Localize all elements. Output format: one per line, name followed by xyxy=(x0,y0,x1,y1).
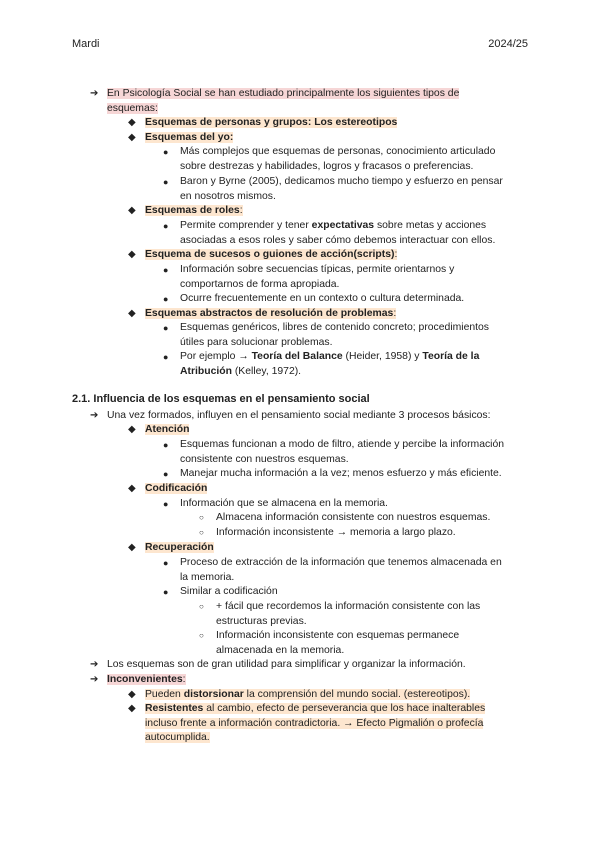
dot-icon: ● xyxy=(163,587,169,597)
list-item xyxy=(163,263,454,292)
at-b1-line-1: Esquemas funcionan a modo de filtro, atiende y percibe la información xyxy=(180,439,505,450)
type-sucesos: Esquema de sucesos o guiones de acción(scripts) xyxy=(145,249,395,260)
abs-b2-pre: Por ejemplo → xyxy=(180,351,252,362)
circle-icon: ○ xyxy=(199,602,204,611)
at-b2: Manejar mucha información a la vez; menos esfuerzo y más eficiente. xyxy=(180,468,502,479)
diamond-icon: ◆ xyxy=(128,117,136,128)
utilidad: Los esquemas son de gran utilidad para simplificar y organizar la información. xyxy=(107,659,466,670)
circle-icon: ○ xyxy=(199,513,204,522)
cod-c2: Información inconsistente → memoria a largo plazo. xyxy=(216,527,456,538)
sucesos-b2: Ocurre frecuentemente en un contexto o cultura determinada. xyxy=(180,293,465,304)
roles-b1-post: sobre metas y acciones xyxy=(374,220,487,231)
section-title: 2.1. Influencia de los esquemas en el pensamiento social xyxy=(72,393,370,405)
dot-icon: ● xyxy=(163,558,169,568)
sucesos-colon: : xyxy=(394,249,398,260)
at-b1-line-2: consistente con nuestros esquemas. xyxy=(180,453,349,465)
diamond-icon: ◆ xyxy=(128,308,136,319)
header-author: Mardi xyxy=(72,38,100,50)
diamond-icon: ◆ xyxy=(128,205,136,216)
diamond-icon: ◆ xyxy=(128,483,136,494)
rec-c1-line-1: + fácil que recordemos la información consistente con las xyxy=(216,601,481,612)
list-item xyxy=(128,307,396,322)
rec-b1-line-2: la memoria. xyxy=(180,571,235,583)
type-personas: Esquemas de personas y grupos: Los estereotipos xyxy=(145,117,398,128)
list-item xyxy=(128,423,189,438)
inconvenientes-colon: : xyxy=(182,674,186,685)
list-item xyxy=(90,409,491,424)
list-item xyxy=(199,526,456,541)
arrow-icon: ➔ xyxy=(90,659,99,670)
arrow-icon: ➔ xyxy=(90,88,99,99)
circle-icon: ○ xyxy=(199,528,204,537)
list-item xyxy=(163,438,504,467)
dot-icon: ● xyxy=(163,352,169,362)
process-atencion: Atención xyxy=(145,424,190,435)
process-codificacion: Codificación xyxy=(145,483,208,494)
list-item xyxy=(128,482,207,497)
intro-item xyxy=(90,87,459,116)
diamond-icon: ◆ xyxy=(128,703,136,714)
rec-c1-line-2: estructuras previas. xyxy=(216,615,307,627)
yo-bullet-2-line-1: Baron y Byrne (2005), dedicamos mucho tiempo y esfuerzo en pensar xyxy=(180,176,503,187)
dot-icon: ● xyxy=(163,294,169,304)
yo-bullet-1-line-1: Más complejos que esquemas de personas, conocimiento articulado xyxy=(180,146,496,157)
list-item xyxy=(128,131,233,146)
list-item xyxy=(128,688,470,703)
list-item xyxy=(128,541,214,556)
sucesos-b1-line-2: comportarnos de forma apropiada. xyxy=(180,278,340,290)
list-item xyxy=(163,292,464,307)
intro-line-2: esquemas: xyxy=(107,102,158,114)
inconvenientes: Inconvenientes xyxy=(107,674,183,685)
intro-line-1: En Psicología Social se han estudiado principalmente los siguientes tipos de xyxy=(107,88,460,99)
sucesos-b1-line-1: Información sobre secuencias típicas, permite orientarnos y xyxy=(180,264,455,275)
abs-b2-balance: Teoría del Balance xyxy=(251,351,343,362)
circle-icon: ○ xyxy=(199,631,204,640)
type-yo: Esquemas del yo: xyxy=(145,132,234,143)
type-abstractos: Esquemas abstractos de resolución de problemas xyxy=(145,308,394,319)
roles-b1-pre: Permite comprender y tener xyxy=(180,220,312,231)
dot-icon: ● xyxy=(163,499,169,509)
cod-b1: Información que se almacena en la memoria. xyxy=(180,498,388,509)
rec-c2-line-1: Información inconsistente con esquemas permanece xyxy=(216,630,460,641)
inc-d1-bold: distorsionar xyxy=(183,689,244,700)
dot-icon: ● xyxy=(163,177,169,187)
header-year: 2024/25 xyxy=(488,38,528,50)
abs-b1-line-1: Esquemas genéricos, libres de contenido concreto; procedimientos xyxy=(180,322,490,333)
section-lead: Una vez formados, influyen en el pensamiento social mediante 3 procesos básicos: xyxy=(107,410,491,421)
cod-c1: Almacena información consistente con nuestros esquemas. xyxy=(216,512,491,523)
list-item xyxy=(163,219,495,248)
list-item xyxy=(163,556,502,585)
abs-b2-atribucion: Atribución xyxy=(180,365,232,377)
diamond-icon: ◆ xyxy=(128,249,136,260)
list-item xyxy=(128,702,485,746)
diamond-icon: ◆ xyxy=(128,424,136,435)
dot-icon: ● xyxy=(163,323,169,333)
rec-b1-line-1: Proceso de extracción de la información que tenemos almacenada en xyxy=(180,557,502,568)
inc-d2-bold: Resistentes xyxy=(145,703,204,714)
list-item xyxy=(128,116,397,131)
inc-d1-post: la comprensión del mundo social. (estereotipos). xyxy=(243,689,471,700)
inc-d1-pre: Pueden xyxy=(145,689,184,700)
list-item xyxy=(128,248,397,263)
abs-b2-mid: (Heider, 1958) y xyxy=(342,351,423,362)
list-item xyxy=(90,673,186,688)
list-item xyxy=(199,629,459,658)
dot-icon: ● xyxy=(163,265,169,275)
type-roles: Esquemas de roles xyxy=(145,205,240,216)
list-item xyxy=(163,145,495,174)
list-item xyxy=(163,497,388,512)
roles-colon: : xyxy=(239,205,243,216)
inc-d2-line-2: incluso frente a información contradictoria. → Efecto Pigmalión o profecía xyxy=(145,717,484,729)
rec-b2: Similar a codificación xyxy=(180,586,278,597)
list-item xyxy=(163,467,502,482)
process-recuperacion: Recuperación xyxy=(145,542,214,553)
dot-icon: ● xyxy=(163,221,169,231)
list-item xyxy=(163,585,278,600)
abs-b2-kelley: (Kelley, 1972). xyxy=(231,365,302,377)
list-item xyxy=(199,511,490,526)
diamond-icon: ◆ xyxy=(128,689,136,700)
arrow-icon: ➔ xyxy=(90,674,99,685)
yo-bullet-1-line-2: sobre destrezas y habilidades, logros y fracasos o preferencias. xyxy=(180,160,474,172)
rec-c2-line-2: almacenada en la memoria. xyxy=(216,644,345,656)
list-item xyxy=(199,600,480,629)
list-item xyxy=(163,175,503,204)
arrow-icon: ➔ xyxy=(90,410,99,421)
diamond-icon: ◆ xyxy=(128,542,136,553)
roles-b1-line-2: asociadas a esos roles y saber cómo debemos interactuar con ellos. xyxy=(180,234,496,246)
list-item xyxy=(163,321,489,350)
abstractos-colon: : xyxy=(393,308,397,319)
dot-icon: ● xyxy=(163,147,169,157)
inc-d2-line-3: autocumplida. xyxy=(145,732,210,744)
abs-b1-line-2: útiles para solucionar problemas. xyxy=(180,336,333,348)
list-item xyxy=(163,350,479,379)
list-item xyxy=(90,658,466,673)
list-item xyxy=(128,204,243,219)
dot-icon: ● xyxy=(163,469,169,479)
roles-b1-bold: expectativas xyxy=(311,220,375,231)
inc-d2-post: al cambio, efecto de perseverancia que los hace inalterables xyxy=(203,703,486,714)
abs-b2-teoria: Teoría de la xyxy=(422,351,480,362)
dot-icon: ● xyxy=(163,440,169,450)
yo-bullet-2-line-2: en nosotros mismos. xyxy=(180,190,276,202)
diamond-icon: ◆ xyxy=(128,132,136,143)
